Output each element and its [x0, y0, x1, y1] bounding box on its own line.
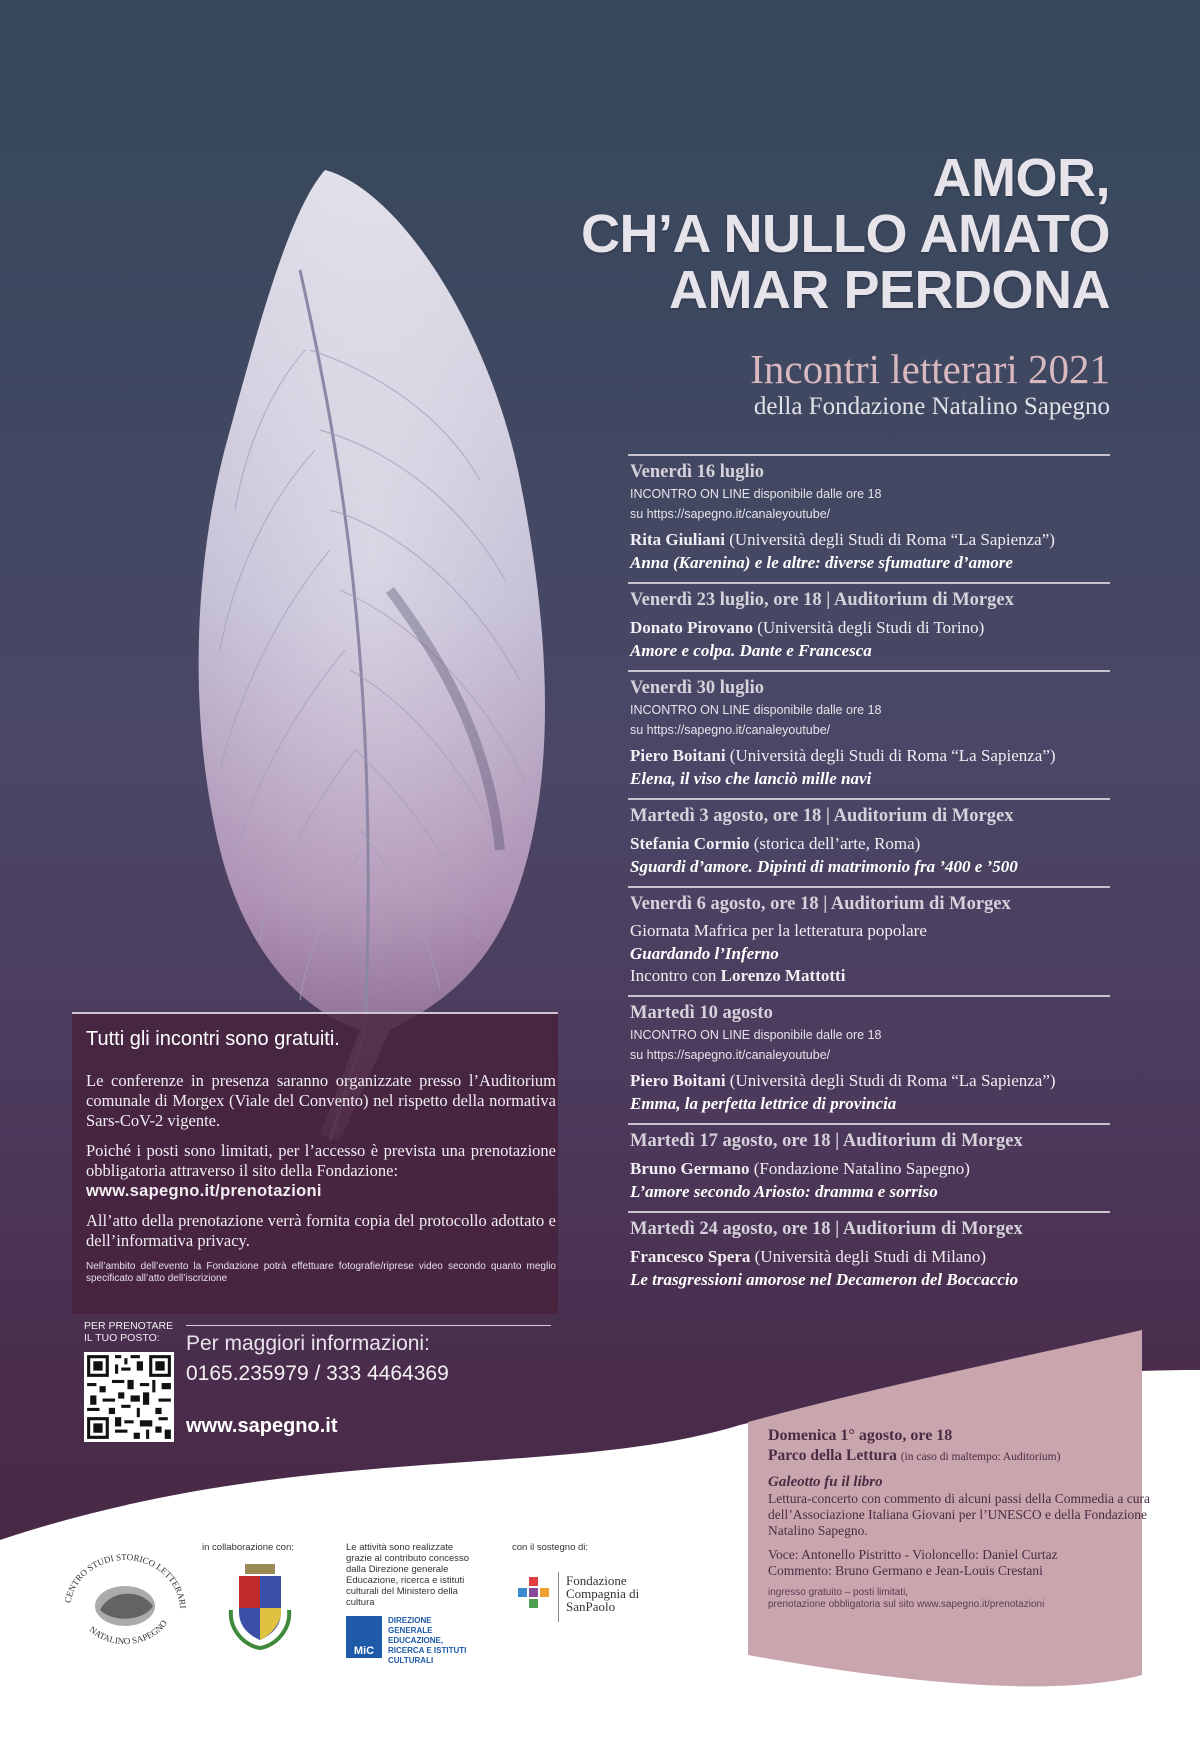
info-disclaimer: Nell’ambito dell’evento la Fondazione potrà effettuare fotografie/riprese video secondo quanto meglio specificato all’atto dell’iscrizione	[86, 1261, 556, 1284]
event-item	[628, 582, 1110, 670]
event-online-link[interactable]: su https://sapegno.it/canaleyoutube/	[630, 1048, 831, 1062]
morgex-coat-of-arms-icon	[225, 1560, 295, 1650]
info-body	[72, 1051, 556, 1285]
event-title: Anna (Karenina) e le altre: diverse sfumature d’amore	[630, 553, 1013, 572]
support-label: con il sostegno di:	[512, 1542, 589, 1553]
poster-title	[410, 150, 1110, 318]
ministry-funding-note: Le attività sono realizzate grazie al contributo concesso dalla Direzione generale Educazione, ricerca e istituti culturali del Ministero della cultura	[346, 1542, 470, 1608]
mic-text: DIREZIONE GENERALE EDUCAZIONE, RICERCA E ISTITUTI CULTURALI	[388, 1616, 467, 1665]
event-item	[628, 1123, 1110, 1211]
event-speaker: Stefania Cormio	[630, 834, 750, 853]
contact-phone[interactable]: 0165.235979 / 333 4464369	[186, 1362, 449, 1385]
event-speaker-line	[630, 616, 1110, 639]
event-title: Amore e colpa. Dante e Francesca	[630, 641, 872, 660]
event-speaker-line	[630, 965, 1110, 987]
event-speaker: Piero Boitani	[630, 746, 726, 765]
event-online-note: INCONTRO ON LINE disponibile dalle ore 18	[630, 703, 882, 717]
event-speaker-line	[630, 744, 1110, 767]
event-speaker: Donato Pirovano	[630, 618, 753, 637]
website-link[interactable]: www.sapegno.it	[186, 1415, 338, 1437]
special-event-credits: Voce: Antonello Pistritto - Violoncello: Daniel Curtaz Commento: Bruno Germano e Jean-Louis Crestani	[768, 1547, 1058, 1578]
event-speaker: Lorenzo Mattotti	[720, 966, 846, 985]
event-online-note: INCONTRO ON LINE disponibile dalle ore 18	[630, 487, 882, 501]
info-panel	[72, 1012, 558, 1314]
event-date: Venerdì 16 luglio	[630, 462, 764, 482]
event-date: Venerdì 23 luglio, ore 18 | Auditorium di Morgex	[630, 590, 1014, 610]
event-speaker-line	[630, 1245, 1110, 1268]
event-online-note: INCONTRO ON LINE disponibile dalle ore 18	[630, 1028, 882, 1042]
event-speaker-line	[630, 528, 1110, 551]
event-affiliation: (Università degli Studi di Milano)	[754, 1247, 986, 1266]
event-title: Guardando l’Inferno	[630, 944, 779, 963]
event-speaker: Rita Giuliani	[630, 530, 725, 549]
event-affiliation: (Università degli Studi di Roma “La Sapienza”)	[729, 530, 1055, 549]
event-title: Emma, la perfetta lettrice di provincia	[630, 1094, 897, 1113]
title-line-3: AMAR PERDONA	[668, 260, 1110, 320]
special-event-title: Galeotto fu il libro	[768, 1474, 883, 1490]
special-event-date: Domenica 1° agosto, ore 18	[768, 1427, 953, 1444]
title-line-2: CH’A NULLO AMATO	[581, 204, 1110, 264]
mic-logo	[346, 1616, 476, 1665]
event-intro: Giornata Mafrica per la letteratura popolare	[630, 921, 927, 940]
special-event-note: ingresso gratuito – posti limitati, prenotazione obbligatoria sul sito www.sapegno.it/prenotazioni	[768, 1587, 1045, 1610]
event-title: Le trasgressioni amorose nel Decameron del Boccaccio	[630, 1270, 1019, 1289]
event-title: Sguardi d’amore. Dipinti di matrimonio fra ’400 e ’500	[630, 857, 1018, 876]
compagnia-sanpaolo-icon	[514, 1574, 554, 1614]
info-paragraph-booking: Poiché i posti sono limitati, per l’accesso è prevista una prenotazione obbligatoria attraverso il sito della Fondazione: www.sapegno.it/prenotazioni	[86, 1141, 556, 1200]
event-affiliation: (Università degli Studi di Roma “La Sapienza”)	[729, 746, 1056, 765]
event-item	[628, 1211, 1110, 1299]
special-event-callout	[750, 1418, 1172, 1617]
event-affiliation: (Università degli Studi di Roma “La Sapienza”)	[729, 1071, 1056, 1090]
event-item	[628, 670, 1110, 798]
event-affiliation: (Università degli Studi di Torino)	[757, 618, 985, 637]
special-event-description: Lettura-concerto con commento di alcuni passi della Commedia a cura dell’Associazione Italiana Giovani per l’UNESCO e della Fondazione Natalino Sapegno.	[768, 1491, 1150, 1538]
event-list	[628, 454, 1110, 1299]
event-item	[628, 886, 1110, 995]
poster-subtitle: Incontri letterari 2021	[750, 346, 1110, 392]
event-title: Elena, il viso che lanciò mille navi	[630, 769, 872, 788]
event-date: Martedì 3 agosto, ore 18 | Auditorium di Morgex	[630, 806, 1014, 826]
event-date: Venerdì 6 agosto, ore 18 | Auditorium di Morgex	[630, 894, 1011, 914]
centro-arc-text: CENTRO STUDI STORICO LETTERARI	[62, 1551, 188, 1609]
booking-label: PER PRENOTARE IL TUO POSTO:	[84, 1320, 174, 1344]
event-affiliation: (Fondazione Natalino Sapegno)	[753, 1159, 970, 1178]
event-title: L’amore secondo Ariosto: dramma e sorriso	[630, 1182, 938, 1201]
event-item	[628, 995, 1110, 1123]
event-date: Martedì 10 agosto	[630, 1003, 773, 1023]
collaboration-label: in collaborazione con:	[202, 1542, 294, 1553]
event-speaker-line	[630, 1069, 1110, 1092]
event-affiliation: (storica dell’arte, Roma)	[753, 834, 921, 853]
info-paragraph: Le conferenze in presenza saranno organizzate presso l’Auditorium comunale di Morgex (Viale del Convento) nel rispetto della normativa Sars-CoV-2 vigente.	[86, 1071, 556, 1130]
compagnia-sanpaolo-name: Fondazione Compagnia di SanPaolo	[566, 1573, 640, 1614]
centro-name-text: NATALINO SAPEGNO	[87, 1618, 170, 1647]
contact-heading: Per maggiori informazioni:	[186, 1332, 430, 1355]
centro-studi-logo	[55, 1540, 195, 1660]
event-date: Martedì 17 agosto, ore 18 | Auditorium di Morgex	[630, 1131, 1023, 1151]
event-speaker-line	[630, 1157, 1110, 1180]
special-event-place: Parco della Lettura (in caso di maltempo: Auditorium)	[768, 1447, 1061, 1464]
event-online-link[interactable]: su https://sapegno.it/canaleyoutube/	[630, 507, 831, 521]
event-item	[628, 798, 1110, 886]
divider	[186, 1325, 551, 1326]
divider	[558, 1572, 559, 1622]
title-line-1: AMOR,	[932, 148, 1110, 208]
event-speaker-line	[630, 832, 1110, 855]
poster-organizer: della Fondazione Natalino Sapegno	[753, 393, 1110, 420]
event-speaker: Francesco Spera	[630, 1247, 751, 1266]
event-speaker: Bruno Germano	[630, 1159, 750, 1178]
info-heading: Tutti gli incontri sono gratuiti.	[86, 1028, 340, 1050]
booking-link[interactable]: www.sapegno.it/prenotazioni	[86, 1182, 322, 1200]
event-online-link[interactable]: su https://sapegno.it/canaleyoutube/	[630, 723, 831, 737]
event-item	[628, 454, 1110, 582]
special-event-place-note: (in caso di maltempo: Auditorium)	[900, 1451, 1061, 1463]
mic-icon: MiC	[346, 1616, 382, 1658]
info-paragraph: All’atto della prenotazione verrà fornita copia del protocollo adottato e dell’informativa privacy.	[86, 1211, 556, 1250]
event-date: Martedì 24 agosto, ore 18 | Auditorium di Morgex	[630, 1219, 1023, 1239]
event-date: Venerdì 30 luglio	[630, 678, 764, 698]
event-with-prefix: Incontro con	[630, 966, 717, 985]
event-speaker: Piero Boitani	[630, 1071, 726, 1090]
